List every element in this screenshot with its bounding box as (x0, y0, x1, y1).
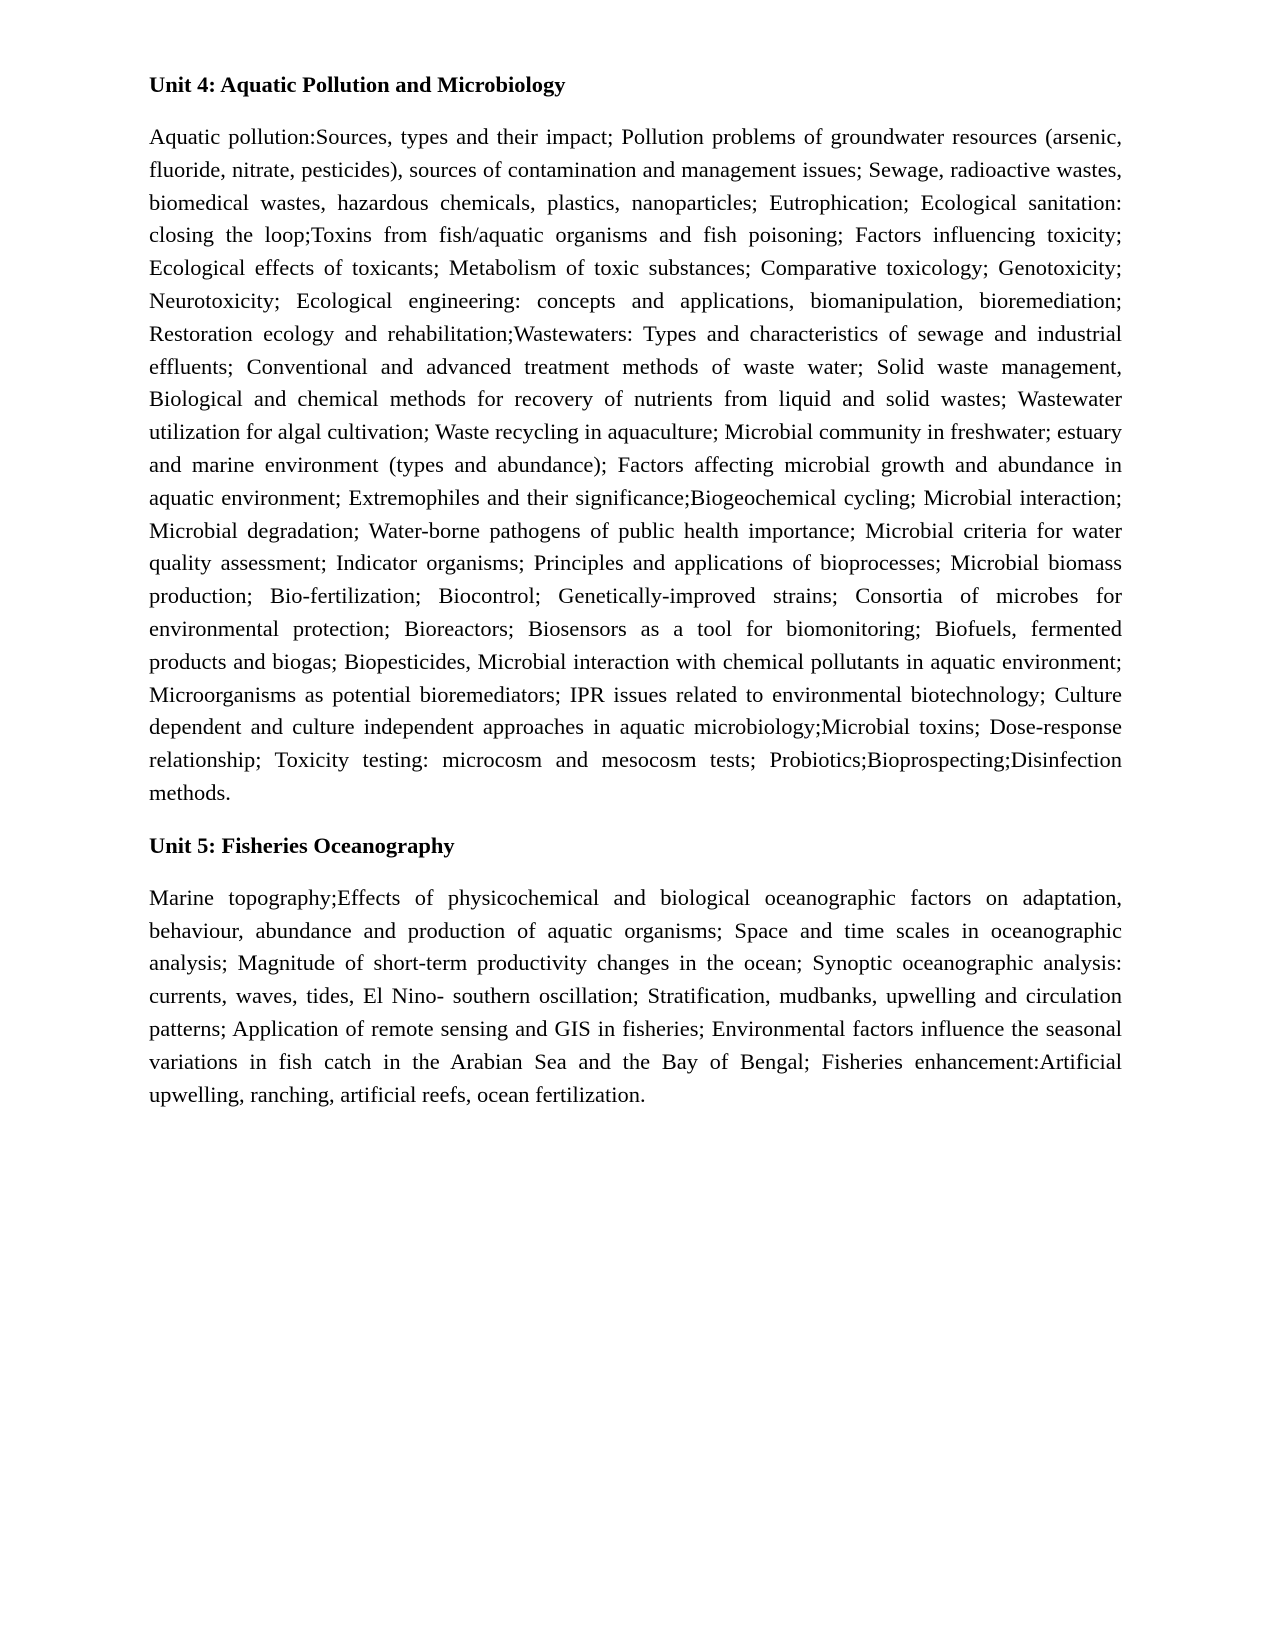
unit-5-heading: Unit 5: Fisheries Oceanography (149, 832, 455, 858)
unit-4-body: Aquatic pollution:Sources, types and their impact; Pollution problems of groundwater resources (arsenic, fluoride, nitrate, pesticides), sources of contamination and management issues; Sewage, radioactive wastes, biomedical wastes, hazardous chemicals, plastics, nanoparticles; Eutrophication; Ecological sanitation: closing the loop;Toxins from fish/aquatic organisms and fish poisoning; Factors influencing toxicity; Ecological effects of toxicants; Metabolism of toxic substances; Comparative toxicology; Genotoxicity; Neurotoxicity; Ecological engineering: concepts and applications, biomanipulation, bioremediation; Restoration ecology and rehabilitation;Wastewaters: Types and characteristics of sewage and industrial effluents; Conventional and advanced treatment methods of waste water; Solid waste management, Biological and chemical methods for recovery of nutrients from liquid and solid wastes; Wastewater utilization for algal cultivation; Waste recycling in aquaculture; Microbial community in freshwater; estuary and marine environment (types and abundance); Factors affecting microbial growth and abundance in aquatic environment; Extremophiles and their significance;Biogeochemical cycling; Microbial interaction; Microbial degradation; Water-borne pathogens of public health importance; Microbial criteria for water quality assessment; Indicator organisms; Principles and applications of bioprocesses; Microbial biomass production; Bio-fertilization; Biocontrol; Genetically-improved strains; Consortia of microbes for environmental protection; Bioreactors; Biosensors as a tool for biomonitoring; Biofuels, fermented products and biogas; Biopesticides, Microbial interaction with chemical pollutants in aquatic environment; Microorganisms as potential bioremediators; IPR issues related to environmental biotechnology; Culture dependent and culture independent approaches in aquatic microbiology;Microbial toxins; Dose-response relationship; Toxicity testing: microcosm and mesocosm tests; Probiotics;Bioprospecting;Disinfection methods. (149, 124, 1122, 805)
unit-4-section (149, 70, 1122, 810)
unit-4-heading: Unit 4: Aquatic Pollution and Microbiology (149, 72, 566, 97)
unit-5-section (149, 831, 1122, 1112)
document-page (149, 70, 1122, 1111)
unit-5-body: Marine topography;Effects of physicochemical and biological oceanographic factors on adaptation, behaviour, abundance and production of aquatic organisms; Space and time scales in oceanographic analysis; Magnitude of short-term productivity changes in the ocean; Synoptic oceanographic analysis: currents, waves, tides, El Nino- southern oscillation; Stratification, mudbanks, upwelling and circulation patterns; Application of remote sensing and GIS in fisheries; Environmental factors influence the seasonal variations in fish catch in the Arabian Sea and the Bay of Bengal; Fisheries enhancement:Artificial upwelling, ranching, artificial reefs, ocean fertilization. (149, 884, 1122, 1107)
